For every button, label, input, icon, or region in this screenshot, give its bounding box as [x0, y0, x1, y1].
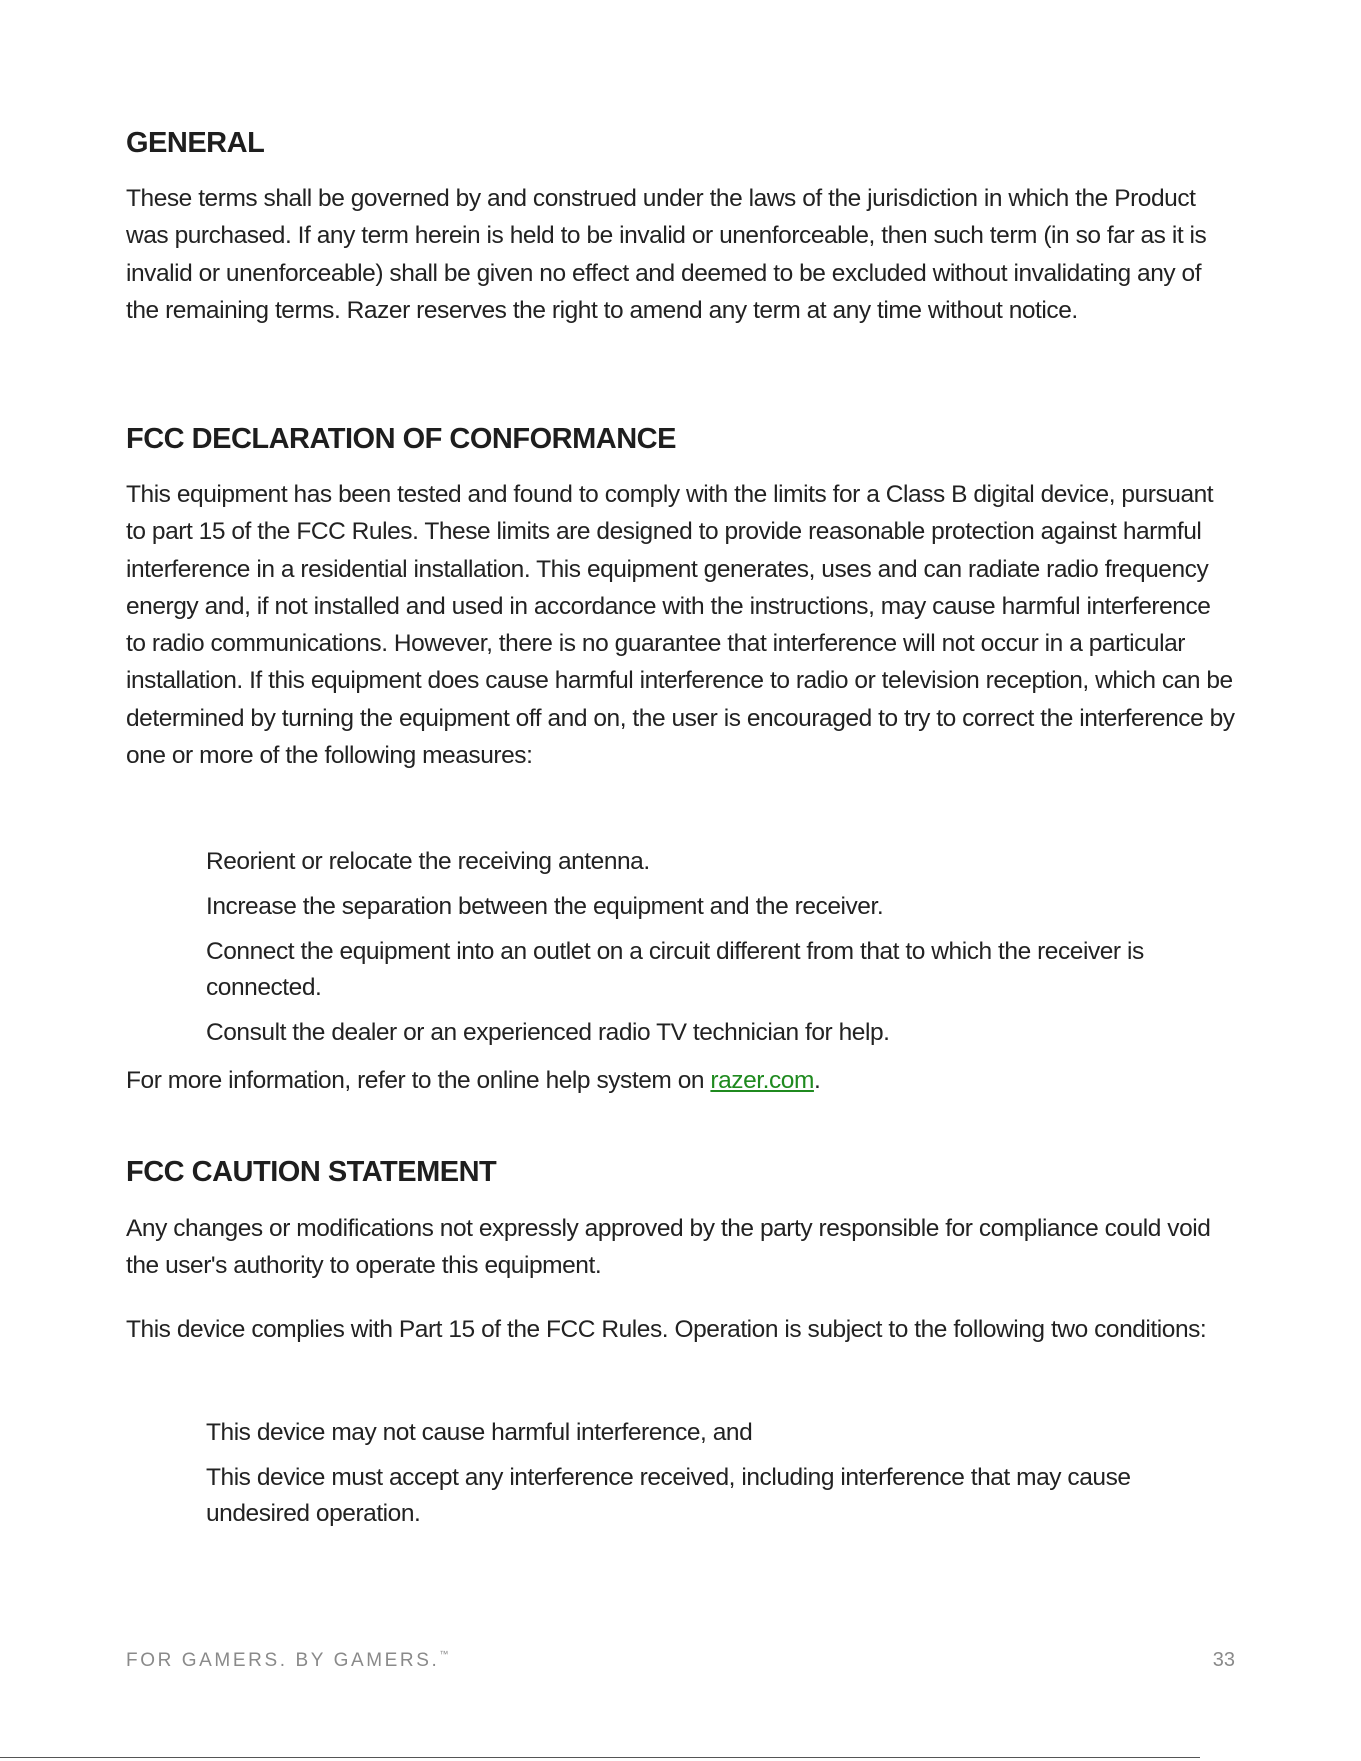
trademark-symbol: ™ — [439, 1649, 449, 1659]
list-item: Consult the dealer or an experienced radio TV technician for help. — [206, 1019, 890, 1046]
fcc-caution-heading: FCC CAUTION STATEMENT — [126, 1156, 497, 1188]
footer-tagline — [126, 1649, 448, 1672]
fcc-measures-list — [206, 844, 1236, 1060]
list-item: Increase the separation between the equipment and the receiver. — [206, 893, 884, 920]
list-item: Reorient or relocate the receiving antenna. — [206, 848, 650, 875]
list-item: This device must accept any interference received, including interference that may cause undesired operation. — [206, 1464, 1131, 1527]
general-heading: GENERAL — [126, 127, 265, 159]
fcc-declaration-heading: FCC DECLARATION OF CONFORMANCE — [126, 423, 676, 455]
more-info-line — [126, 1063, 1236, 1099]
razer-link[interactable]: razer.com — [710, 1067, 814, 1094]
page-number: 33 — [1212, 1649, 1235, 1671]
list-item: Connect the equipment into an outlet on a circuit different from that to which the receiver is connected. — [206, 938, 1144, 1001]
tagline-text: FOR GAMERS. BY GAMERS. — [126, 1650, 440, 1671]
fcc-caution-paragraph-2: This device complies with Part 15 of the FCC Rules. Operation is subject to the following two conditions: — [126, 1316, 1207, 1343]
more-info-suffix: . — [813, 1067, 821, 1094]
fcc-declaration-paragraph: This equipment has been tested and found to comply with the limits for a Class B digital device, pursuant to part 15 of the FCC Rules. These limits are designed to provide reasonable protection against harmful interference in a residential installation. This equipment generates, uses and can radiate radio frequency energy and, if not installed and used in accordance with the instructions, may cause harmful interference to radio communications. However, there is no guarantee that interference will not occur in a particular installation. If this equipment does cause harmful interference to radio or television reception, which can be determined by turning the equipment off and on, the user is encouraged to try to correct the interference by one or more of the following measures: — [126, 481, 1235, 770]
more-info-text: For more information, refer to the online help system on — [126, 1067, 711, 1094]
fcc-conditions-list — [206, 1415, 1236, 1541]
fcc-caution-paragraph-1: Any changes or modifications not expressly approved by the party responsible for compliance could void the user's authority to operate this equipment. — [126, 1215, 1211, 1280]
bottom-divider — [0, 1757, 1200, 1758]
list-item: This device may not cause harmful interference, and — [206, 1419, 753, 1446]
general-paragraph: These terms shall be governed by and construed under the laws of the jurisdiction in which the Product was purchased. If any term herein is held to be invalid or unenforceable, then such term (in so far as it is invalid or unenforceable) shall be given no effect and deemed to be excluded without invalidating any of the remaining terms. Razer reserves the right to amend any term at any time without notice. — [126, 185, 1207, 324]
